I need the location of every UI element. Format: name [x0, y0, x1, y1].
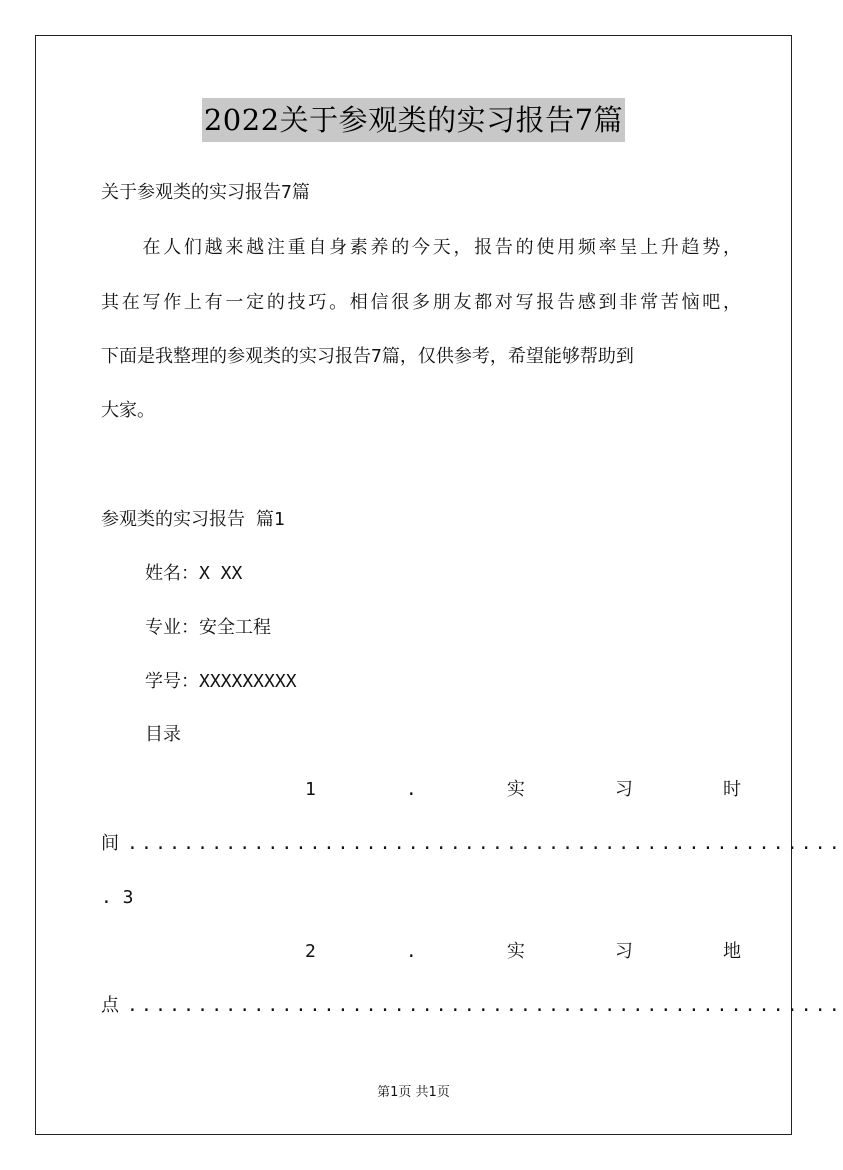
- toc-entry-char: 实: [506, 941, 525, 962]
- toc-entry-char: 习: [614, 941, 633, 962]
- toc-leader-dots: ...................................................: [127, 833, 843, 854]
- toc-leader-dots: ...................................................: [127, 995, 843, 1016]
- document-title: 2022关于参观类的实习报告7篇: [202, 98, 625, 142]
- toc-entry-1-heading: [145, 777, 741, 803]
- intro-line-1: 在人们越来越注重自身素养的今天，报告的使用频率呈上升趋势，: [101, 237, 741, 258]
- toc-entry-2-heading: [145, 939, 741, 965]
- toc-entry-dot: .: [405, 941, 417, 962]
- title-container: [0, 98, 827, 142]
- toc-entry-char: 时: [723, 779, 741, 800]
- toc-entry-char: 地: [723, 941, 741, 962]
- major-field: 专业：安全工程: [145, 617, 271, 638]
- toc-entry-wrap-char: 间: [101, 833, 119, 854]
- toc-entry-dot: .: [405, 779, 417, 800]
- toc-entry-1-page: . 3: [101, 887, 134, 908]
- toc-entry-wrap-char: 点: [101, 995, 119, 1016]
- toc-entry-number: 1: [305, 779, 316, 800]
- document-subtitle: 关于参观类的实习报告7篇: [101, 182, 310, 203]
- toc-entry-number: 2: [305, 941, 316, 962]
- toc-entry-1-leader: [101, 831, 843, 857]
- toc-entry-2-leader: [101, 993, 843, 1019]
- name-field: 姓名：X XX: [145, 563, 243, 584]
- section-heading: 参观类的实习报告 篇1: [101, 509, 285, 530]
- page-footer: 第1页 共1页: [377, 1085, 450, 1100]
- intro-line-3: 下面是我整理的参观类的实习报告7篇，仅供参考，希望能够帮助到: [101, 346, 634, 367]
- student-id-field: 学号：XXXXXXXXX: [145, 671, 297, 692]
- toc-entry-char: 实: [506, 779, 525, 800]
- intro-line-2: 其在写作上有一定的技巧。相信很多朋友都对写报告感到非常苦恼吧，: [101, 292, 741, 313]
- contents-heading: 目录: [145, 724, 181, 745]
- intro-line-4: 大家。: [101, 400, 155, 421]
- toc-entry-char: 习: [614, 779, 633, 800]
